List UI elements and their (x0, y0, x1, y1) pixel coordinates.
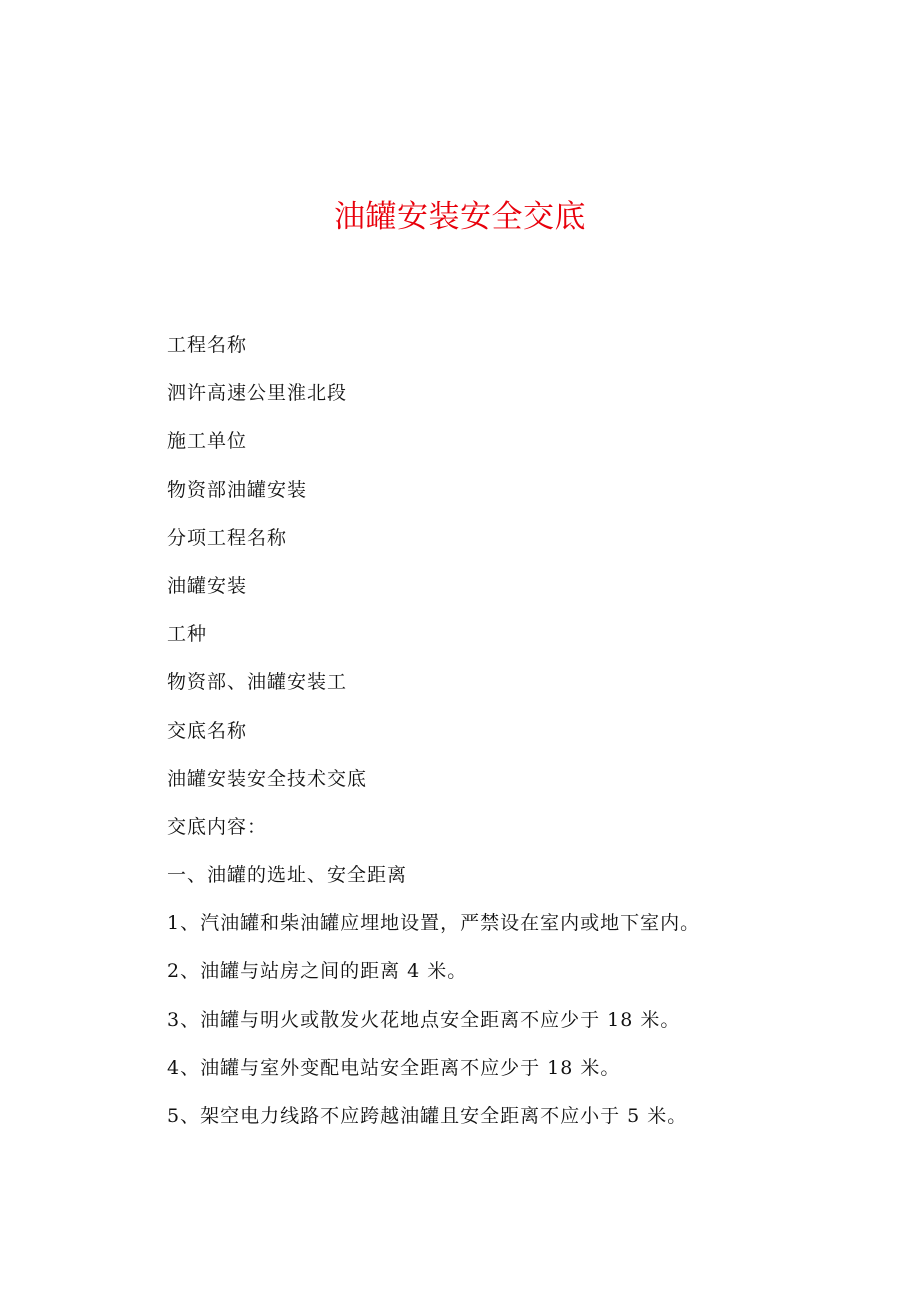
field-label-construction-unit: 施工单位 (167, 430, 248, 453)
rule-item: 3、油罐与明火或散发火花地点安全距离不应少于 18 米。 (167, 1008, 681, 1031)
document-body (167, 327, 867, 1146)
field-label-sub-project-name: 分项工程名称 (167, 526, 288, 549)
rule-item: 4、油罐与室外变配电站安全距离不应少于 18 米。 (167, 1056, 621, 1079)
field-label-project-name: 工程名称 (167, 334, 248, 356)
field-value-briefing-name: 油罐安装安全技术交底 (167, 767, 368, 790)
field-value-work-type: 物资部、油罐安装工 (167, 671, 348, 694)
briefing-content-heading: 交底内容： (167, 815, 268, 838)
rule-item: 2、油罐与站房之间的距离 4 米。 (167, 960, 468, 983)
rule-item: 1、汽油罐和柴油罐应埋地设置，严禁设在室内或地下室内。 (167, 912, 701, 935)
rule-item: 5、架空电力线路不应跨越油罐且安全距离不应小于 5 米。 (167, 1105, 688, 1127)
section-heading: 一、油罐的选址、安全距离 (167, 864, 408, 887)
field-value-project-name: 泗许高速公里淮北段 (167, 382, 348, 405)
field-value-sub-project-name: 油罐安装 (167, 574, 248, 597)
field-label-briefing-name: 交底名称 (167, 719, 248, 742)
field-value-construction-unit: 物资部油罐安装 (167, 478, 308, 501)
document-title: 油罐安装安全交底 (334, 199, 586, 235)
field-label-work-type: 工种 (167, 623, 208, 646)
